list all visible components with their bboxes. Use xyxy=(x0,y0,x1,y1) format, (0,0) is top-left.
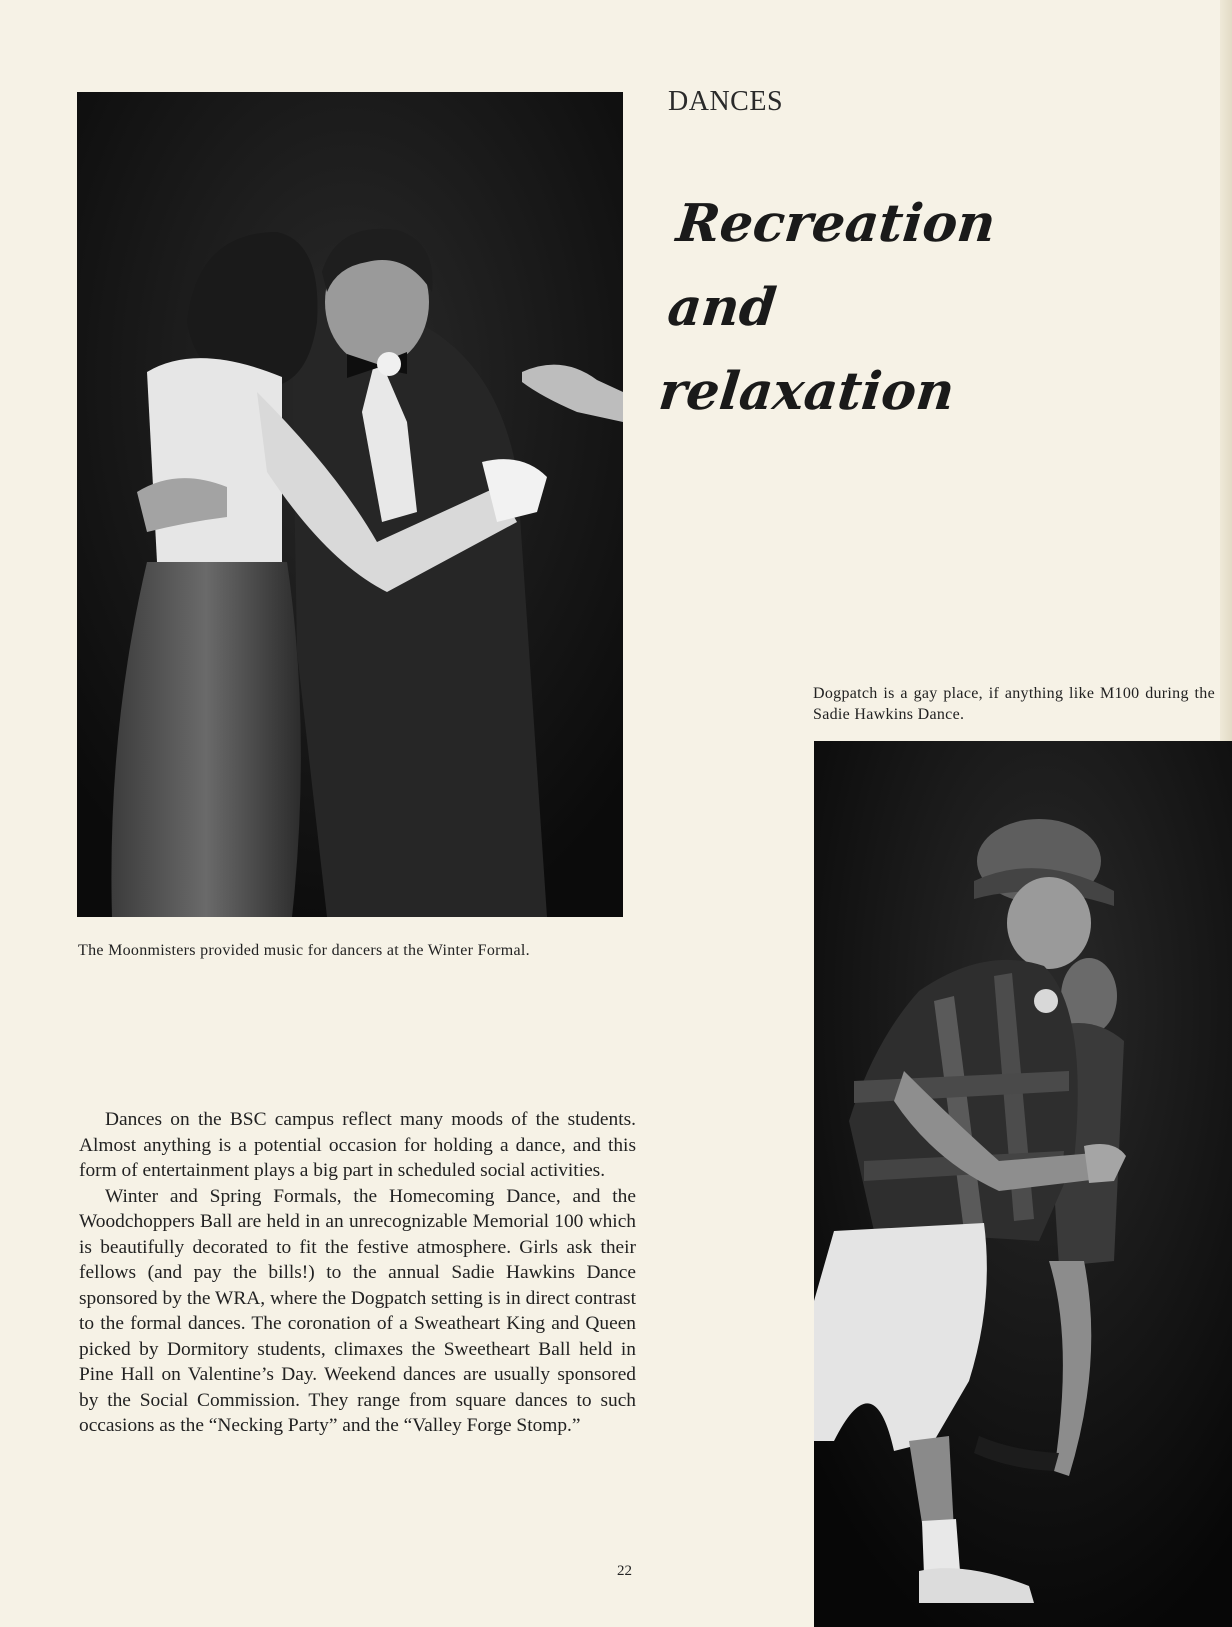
headline-line-1: Recreation and xyxy=(664,193,999,338)
page-number: 22 xyxy=(617,1563,632,1579)
headline xyxy=(655,182,1061,434)
sadie-hawkins-illustration xyxy=(814,741,1232,1627)
formal-photo-caption: The Moonmisters provided music for dancers at the Winter Formal. xyxy=(78,942,530,959)
formal-dance-photo xyxy=(77,92,623,917)
section-label: DANCES xyxy=(668,86,784,117)
headline-line-2: relaxation xyxy=(656,361,958,422)
formal-dance-illustration xyxy=(77,92,623,917)
body-paragraph-2: Winter and Spring Formals, the Homecoming Dance, and the Woodchoppers Ball are held in an unrecognizable Memorial 100 which is beautifully decorated to fit the festive atmosphere. Girls ask their fellows (and pay the bills!) to the annual Sadie Hawkins Dance sponsored by the WRA, where the Dogpatch setting is in direct contrast to the formal dances. The coronation of a Sweatheart King and Queen picked by Dormitory students, climaxes the Sweetheart Ball held in Pine Hall on Valentine’s Day. Weekend dances are usually sponsored by the Social Commission. They range from square dances to such occasions as the “Necking Party” and the “Valley Forge Stomp.” xyxy=(79,1185,636,1436)
body-paragraph-1: Dances on the BSC campus reflect many moods of the students. Almost anything is a potential occasion for holding a dance, and this form of entertainment plays a big part in scheduled social activities. xyxy=(79,1109,636,1181)
article-body xyxy=(79,1107,636,1439)
sadie-photo-caption: Dogpatch is a gay place, if anything like M100 during the Sadie Hawkins Dance. xyxy=(813,685,1215,723)
sadie-hawkins-photo xyxy=(814,741,1232,1627)
